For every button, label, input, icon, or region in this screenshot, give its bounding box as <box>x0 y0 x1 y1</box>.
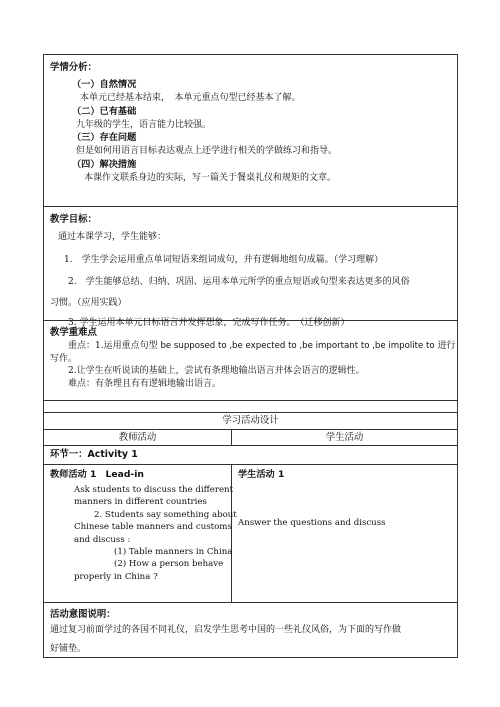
analysis-problem-title: （三）存在问题 <box>72 132 137 144</box>
intent-line1: 通过复习前面学过的各国不同礼仪，启发学生思考中国的一些礼仪风俗，为下面的写作做 <box>50 625 402 635</box>
analysis-basis-title: （二）已有基础 <box>72 105 137 117</box>
keypoint-difficulty: 难点：有条理且有有逻辑地输出语言。 <box>68 378 222 389</box>
activity-title: 学习活动设计 <box>222 415 279 426</box>
intent-line2: 好铺垫。 <box>50 643 87 654</box>
keypoint-1-line2: 写作。 <box>50 353 78 364</box>
student-activity-text: Answer the questions and discuss <box>238 518 386 528</box>
teacher-column-header <box>44 430 232 445</box>
objective-2-line2: 习惯。（应用实践） <box>50 297 127 308</box>
keypoint-1-suffix: 进行 <box>434 341 456 351</box>
lesson-plan-sheet <box>43 54 458 658</box>
keypoint-2: 2.让学生在听说读的基础上，尝试有条理地输出语言并体会语言的逻辑性。 <box>68 366 365 377</box>
analysis-basis-text: 九年级的学生，语言能力比较强。 <box>76 119 212 130</box>
objective-2-line1: 2. 学生能够总结、归纳、巩固、运用本单元所学的重点短语或句型来表达更多的风俗 <box>68 277 410 288</box>
spacer-row <box>43 400 458 412</box>
teacher-activity-line6: (1) Table manners in China <box>114 547 233 558</box>
analysis-solution-title: （四）解决措施 <box>72 158 137 170</box>
activity-section-row <box>43 445 458 464</box>
activity-title-row <box>43 412 458 429</box>
objectives-section <box>43 206 458 329</box>
intent-heading: 活动意图说明： <box>50 609 116 620</box>
objectives-heading: 教学目标： <box>50 214 97 225</box>
student-activity-cell <box>232 465 457 602</box>
objective-1: 1. 学生学会运用重点单词短语来组词成句，并有逻辑地组句成篇。（学习理解） <box>64 254 384 265</box>
objectives-intro: 通过本课学习，学生能够： <box>58 232 167 242</box>
objective-3: 3. 学生运用本单元目标语言并发挥想象，完成写作任务。 （迁移创新） <box>68 318 350 329</box>
student-column-header <box>232 430 457 445</box>
teacher-activity-line4: Chinese table manners and customs <box>74 522 232 533</box>
teacher-activity-line7: (2) How a person behave <box>114 559 224 570</box>
keypoint-1-patterns: be supposed to ,be expected to ,be important to ,be impolite to <box>160 341 435 351</box>
analysis-heading: 学情分析： <box>50 62 97 73</box>
keypoint-1 <box>50 340 456 353</box>
keypoints-heading: 教学重难点 <box>50 327 97 338</box>
teacher-activity-line1: Ask students to discuss the different <box>74 485 234 495</box>
activity-section-label: 环节一：Activity 1 <box>50 449 138 460</box>
analysis-natural-text: 本单元已经基本结束， 本单元重点句型已经基本了解。 <box>80 93 301 103</box>
analysis-problem-text: 但是如何用语言目标表达观点上还学进行相关的学做练习和指导。 <box>76 146 338 157</box>
teacher-activity-line2: manners in different countries <box>74 497 207 508</box>
teacher-activity-line3: 2. Students say something about <box>94 509 237 520</box>
teacher-activity-label: 教师活动 1 Lead-in <box>50 469 144 480</box>
keypoint-1-prefix: 重点：1.运用重点句型 <box>68 341 161 351</box>
teacher-activity-line8: properly in China ? <box>74 571 158 582</box>
keypoints-section <box>43 320 458 400</box>
teacher-activity-line5: and discuss : <box>74 534 131 545</box>
student-column-label: 学生活动 <box>325 432 364 443</box>
student-activity-label: 学生活动 1 <box>238 469 285 480</box>
analysis-natural-title: （一）自然情况 <box>72 79 137 90</box>
analysis-solution-text: 本课作文联系身边的实际，写一篇关于餐桌礼仪和规矩的文章。 <box>84 172 337 183</box>
analysis-section <box>43 54 458 206</box>
teacher-column-label: 教师活动 <box>118 432 157 443</box>
activity-column-headers <box>43 429 458 445</box>
activity-body-row <box>43 464 458 602</box>
activity-intent-section <box>43 602 458 658</box>
teacher-activity-cell <box>44 465 237 602</box>
